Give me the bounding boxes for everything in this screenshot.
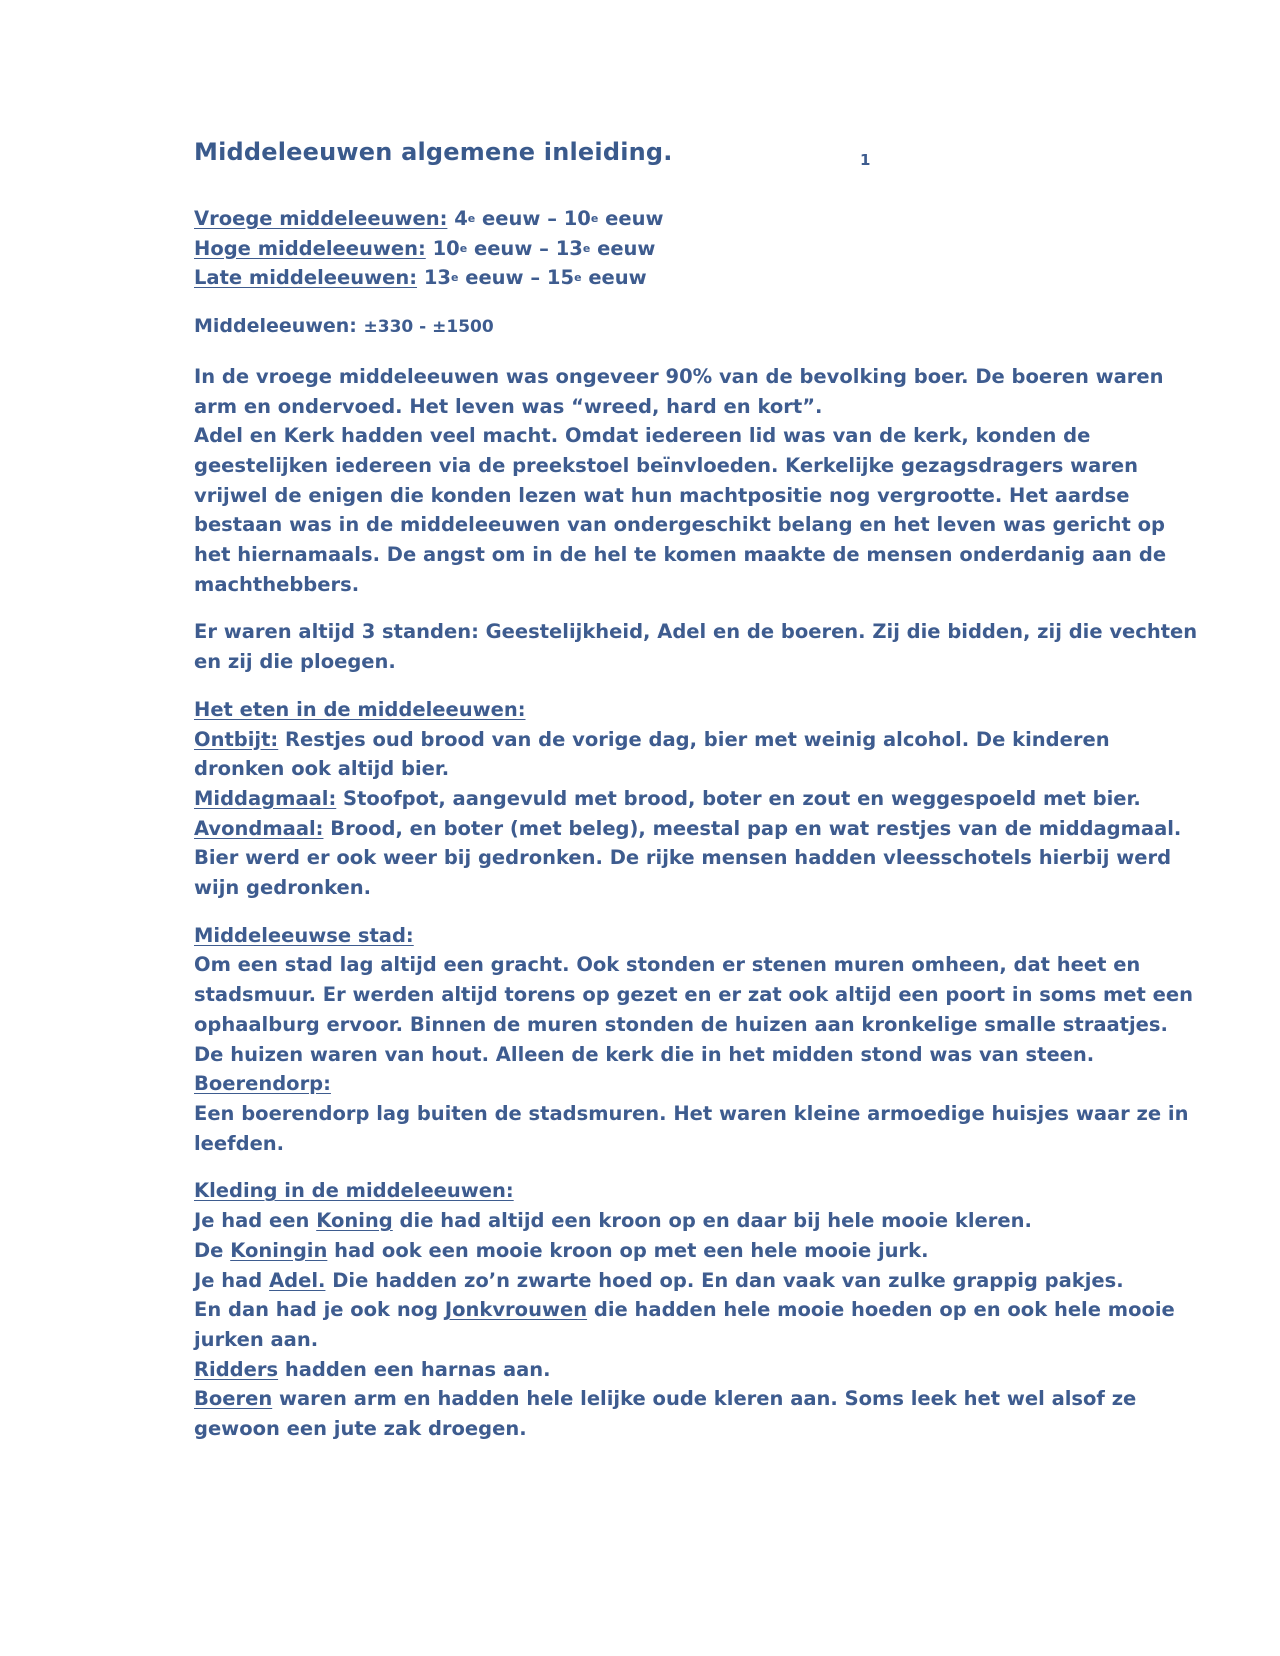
era-line: Vroege middeleeuwen: 4e eeuw – 10e eeuw: [194, 207, 664, 230]
food-heading: Het eten in de middeleeuwen:: [194, 697, 526, 721]
standen-paragraph: Er waren altijd 3 standen: Geestelijkheid, Adel en de boeren. Zij die bidden, zij die vechten en zij die ploegen.: [194, 620, 1198, 674]
village-heading: Boerendorp:: [194, 1072, 331, 1096]
era-label: Hoge middeleeuwen:: [194, 236, 426, 260]
title-row: [194, 138, 1094, 178]
middagmaal-label: Middagmaal:: [194, 786, 337, 810]
avondmaal-label: Avondmaal:: [194, 816, 324, 840]
period-heading: Middeleeuwen: ±330 - ±1500: [194, 315, 494, 338]
eras-list: [194, 204, 1094, 293]
clothing-section: Kleding in de middeleeuwen: Je had een Koning die had altijd een kroon op en daar bij hele mooie kleren. De Koningin had ook een mooie kroon op met een hele mooie jurk. Je had Adel. Die hadden zo’n zwarte hoed op. En dan vaak van zulke grappig pakjes. En dan had je ook nog Jonkvrouwen die hadden hele mooie hoeden op en ook hele mooie jurken aan. Ridders hadden een harnas aan. Boeren waren arm en hadden hele lelijke oude kleren aan. Soms leek het wel alsof ze gewoon een jute zak droegen.: [194, 1176, 1094, 1443]
era-line: Hoge middeleeuwen: 10e eeuw – 13e eeuw: [194, 236, 656, 260]
page-number: 1: [860, 151, 871, 169]
page-content: [194, 138, 1198, 1444]
era-line: Late middeleeuwen: 13e eeuw – 15e eeuw: [194, 266, 647, 290]
era-label: Vroege middeleeuwen:: [194, 207, 448, 230]
city-section: Middeleeuwse stad: Om een stad lag altijd een gracht. Ook stonden er stenen muren omheen, dat heet en stadsmuur. Er werden altijd torens op gezet en er zat ook altijd een poort in soms met een ophaalburg ervoor. Binnen de muren stonden de huizen aan kronkelige smalle straatjes. De huizen waren van hout. Alleen de kerk die in het midden stond was van steen. Boerendorp: Een boerendorp lag buiten de stadsmuren. Het waren kleine armoedige huisjes waar ze in leefden.: [194, 921, 1094, 1159]
intro-paragraph: In de vroege middeleeuwen was ongeveer 90% van de bevolking boer. De boeren waren arm en ondervoed. Het leven was “wreed, hard en kort”. Adel en Kerk hadden veel macht. Omdat iedereen lid was van de kerk, konden de geestelijken iedereen via de preekstoel beïnvloeden. Kerkelijke gezagsdragers waren vrijwel de enigen die konden lezen wat hun machtpositie nog vergrootte. Het aardse bestaan was in de middeleeuwen van ondergeschikt belang en het leven was gericht op het hiernamaals. De angst om in de hel te komen maakte de mensen onderdanig aan de machthebbers.: [194, 364, 1167, 596]
page-title: Middeleeuwen algemene inleiding.: [194, 138, 673, 166]
era-label: Late middeleeuwen:: [194, 266, 418, 290]
period-range: ±330 - ±1500: [363, 317, 494, 338]
food-section: Het eten in de middeleeuwen: Ontbijt: Restjes oud brood van de vorige dag, bier met weinig alcohol. De kinderen dronken ook altijd bier. Middagmaal: Stoofpot, aangevuld met brood, boter en zout en weggespoeld met bier. Avondmaal: Brood, en boter (met beleg), meestal pap en wat restjes van de middagmaal. Bier werd er ook weer bij gedronken. De rijke mensen hadden vleesschotels hierbij werd wijn gedronken.: [194, 695, 1094, 903]
ontbijt-label: Ontbijt:: [194, 727, 279, 751]
city-heading: Middeleeuwse stad:: [194, 923, 414, 947]
clothing-heading: Kleding in de middeleeuwen:: [194, 1179, 514, 1203]
